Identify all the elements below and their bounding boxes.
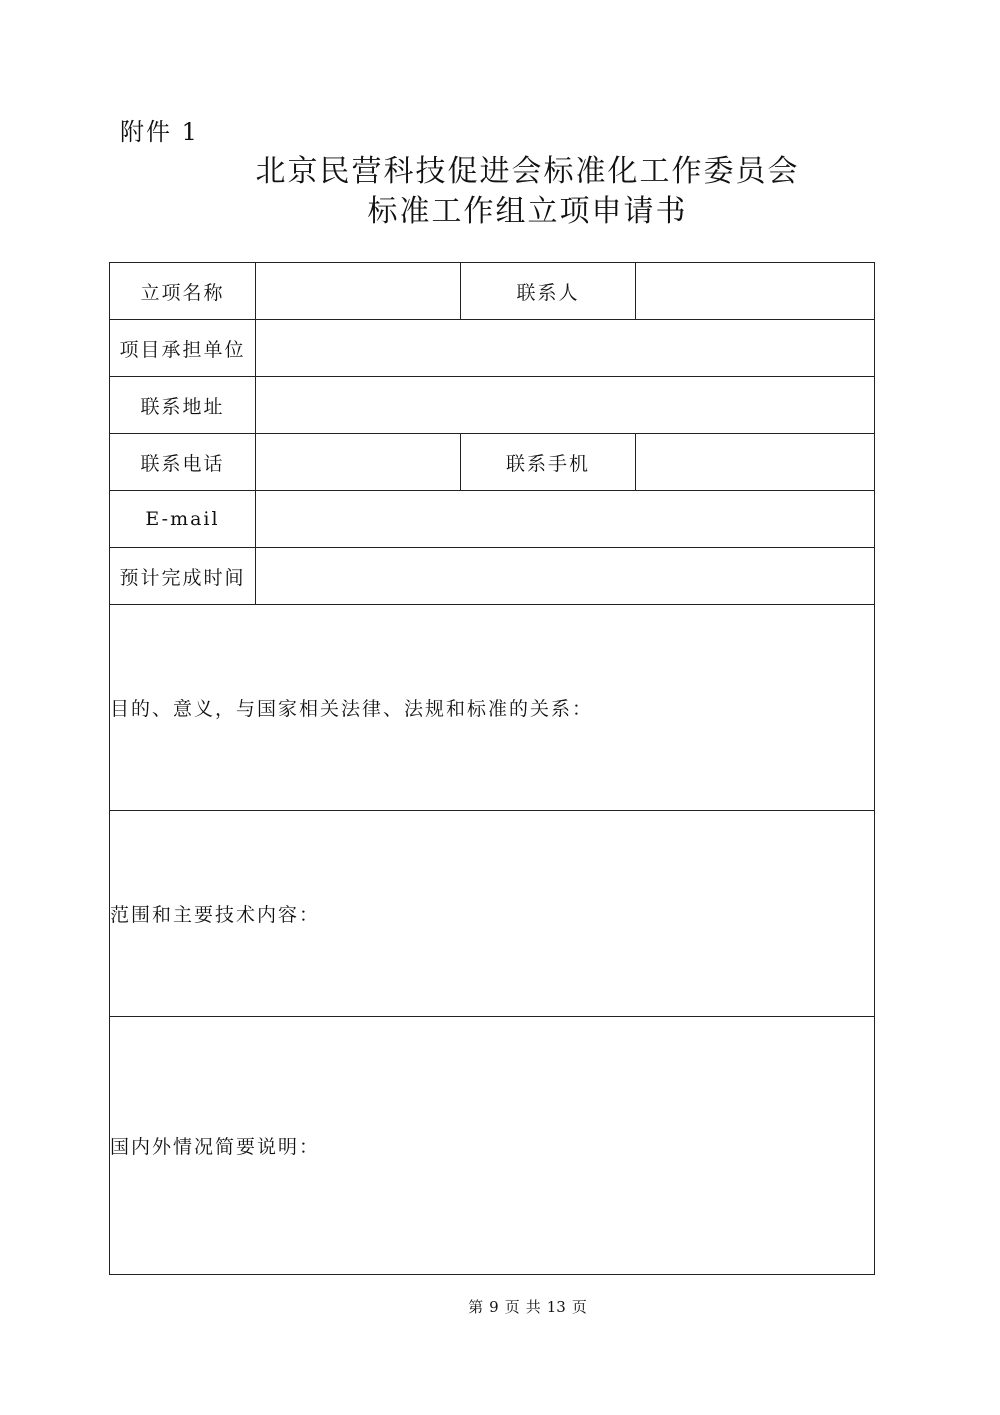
project-name-label: 立项名称 [110,263,256,320]
contact-address-field[interactable] [256,377,875,434]
form-row-situation [110,1017,875,1275]
contact-phone-field[interactable] [256,434,461,491]
form-row-email [110,491,875,548]
form-row-undertaking-unit [110,320,875,377]
contact-person-field[interactable] [636,263,875,320]
form-row-contact-phone [110,434,875,491]
purpose-label: 目的、意义，与国家相关法律、法规和标准的关系： [110,698,594,720]
form-row-purpose [110,605,875,811]
project-name-field[interactable] [256,263,461,320]
form-row-contact-address [110,377,875,434]
email-field[interactable] [256,491,875,548]
completion-time-field[interactable] [256,548,875,605]
footer-suffix: 页 [571,1298,587,1316]
footer-mid2: 共 [525,1298,541,1316]
footer-total-pages: 13 [546,1298,566,1316]
contact-mobile-label: 联系手机 [461,434,636,491]
scope-field[interactable] [110,811,875,1017]
undertaking-unit-field[interactable] [256,320,875,377]
footer-prefix: 第 [468,1298,484,1316]
email-label: E-mail [110,491,256,548]
document-title-line1: 北京民营科技促进会标准化工作委员会 [255,154,800,189]
application-form-table [109,262,875,1275]
form-row-scope [110,811,875,1017]
purpose-field[interactable] [110,605,875,811]
situation-label: 国内外情况简要说明： [110,1136,321,1158]
contact-address-label: 联系地址 [110,377,256,434]
contact-mobile-field[interactable] [636,434,875,491]
undertaking-unit-label: 项目承担单位 [110,320,256,377]
situation-field[interactable] [110,1017,875,1275]
footer-page-number: 9 [489,1298,499,1316]
contact-phone-label: 联系电话 [110,434,256,491]
attachment-label: 附件 1 [120,118,199,146]
form-row-project-name [110,263,875,320]
completion-time-label: 预计完成时间 [110,548,256,605]
footer-mid1: 页 [504,1298,520,1316]
form-row-completion-time [110,548,875,605]
document-title-line2: 标准工作组立项申请书 [367,194,688,229]
page-footer [0,1296,1000,1317]
contact-person-label: 联系人 [461,263,636,320]
scope-label: 范围和主要技术内容： [110,904,321,926]
